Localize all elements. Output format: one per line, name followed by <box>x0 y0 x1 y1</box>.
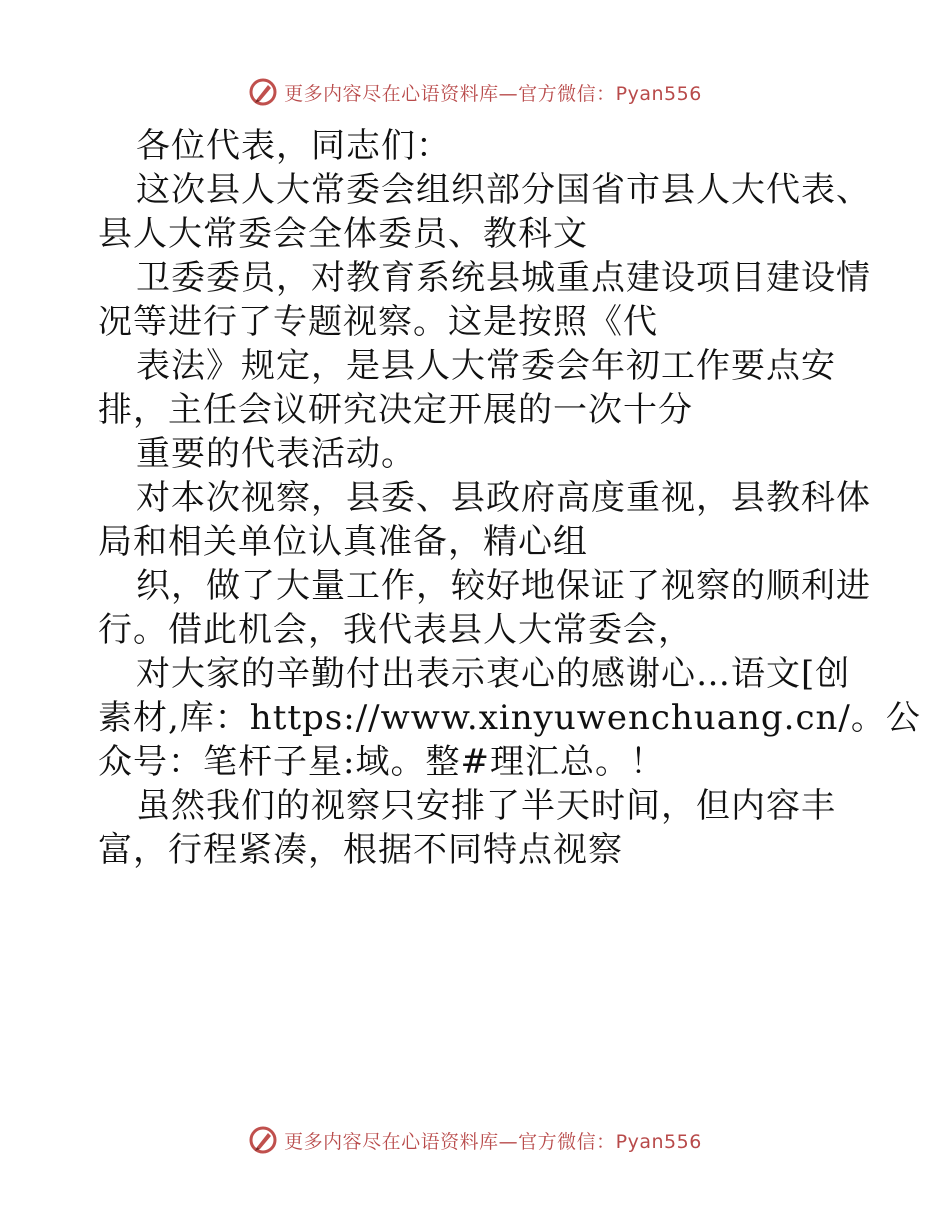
document-body <box>98 124 921 872</box>
text-line: 众号：笔杆子星:域。整#理汇总。！ <box>98 742 665 782</box>
text-line: 素材,库：https://www.xinyuwenchuang.cn/。公 <box>98 698 921 738</box>
text-line: 对大家的辛勤付出表示衷心的感谢心…语文[创 <box>136 654 851 694</box>
text-line: 行。借此机会，我代表县人大常委会， <box>98 610 693 650</box>
header-banner <box>0 72 950 112</box>
pen-logo-icon <box>248 77 278 107</box>
text-line: 况等进行了专题视察。这是按照《代 <box>98 302 658 342</box>
text-line: 这次县人大常委会组织部分国省市县人大代表、 <box>136 170 871 210</box>
text-line: 富，行程紧凑，根据不同特点视察 <box>98 830 623 870</box>
footer-banner-text: 更多内容尽在心语资料库—官方微信：Pyan556 <box>284 1130 702 1153</box>
text-line: 县人大常委会全体委员、教科文 <box>98 214 588 254</box>
pen-logo-icon <box>248 1125 278 1155</box>
text-line: 织，做了大量工作，较好地保证了视察的顺利进 <box>136 566 871 606</box>
salutation-line: 各位代表，同志们： <box>136 126 451 166</box>
text-line: 虽然我们的视察只安排了半天时间，但内容丰 <box>136 786 836 826</box>
footer-banner <box>0 1120 950 1160</box>
text-line: 表法》规定，是县人大常委会年初工作要点安 <box>136 346 836 386</box>
text-line: 局和相关单位认真准备，精心组 <box>98 522 588 562</box>
header-banner-text: 更多内容尽在心语资料库—官方微信：Pyan556 <box>284 82 702 105</box>
text-line: 卫委委员，对教育系统县城重点建设项目建设情 <box>136 258 871 298</box>
text-line: 排，主任会议研究决定开展的一次十分 <box>98 390 693 430</box>
text-line: 重要的代表活动。 <box>136 434 416 474</box>
text-line: 对本次视察，县委、县政府高度重视，县教科体 <box>136 478 871 518</box>
